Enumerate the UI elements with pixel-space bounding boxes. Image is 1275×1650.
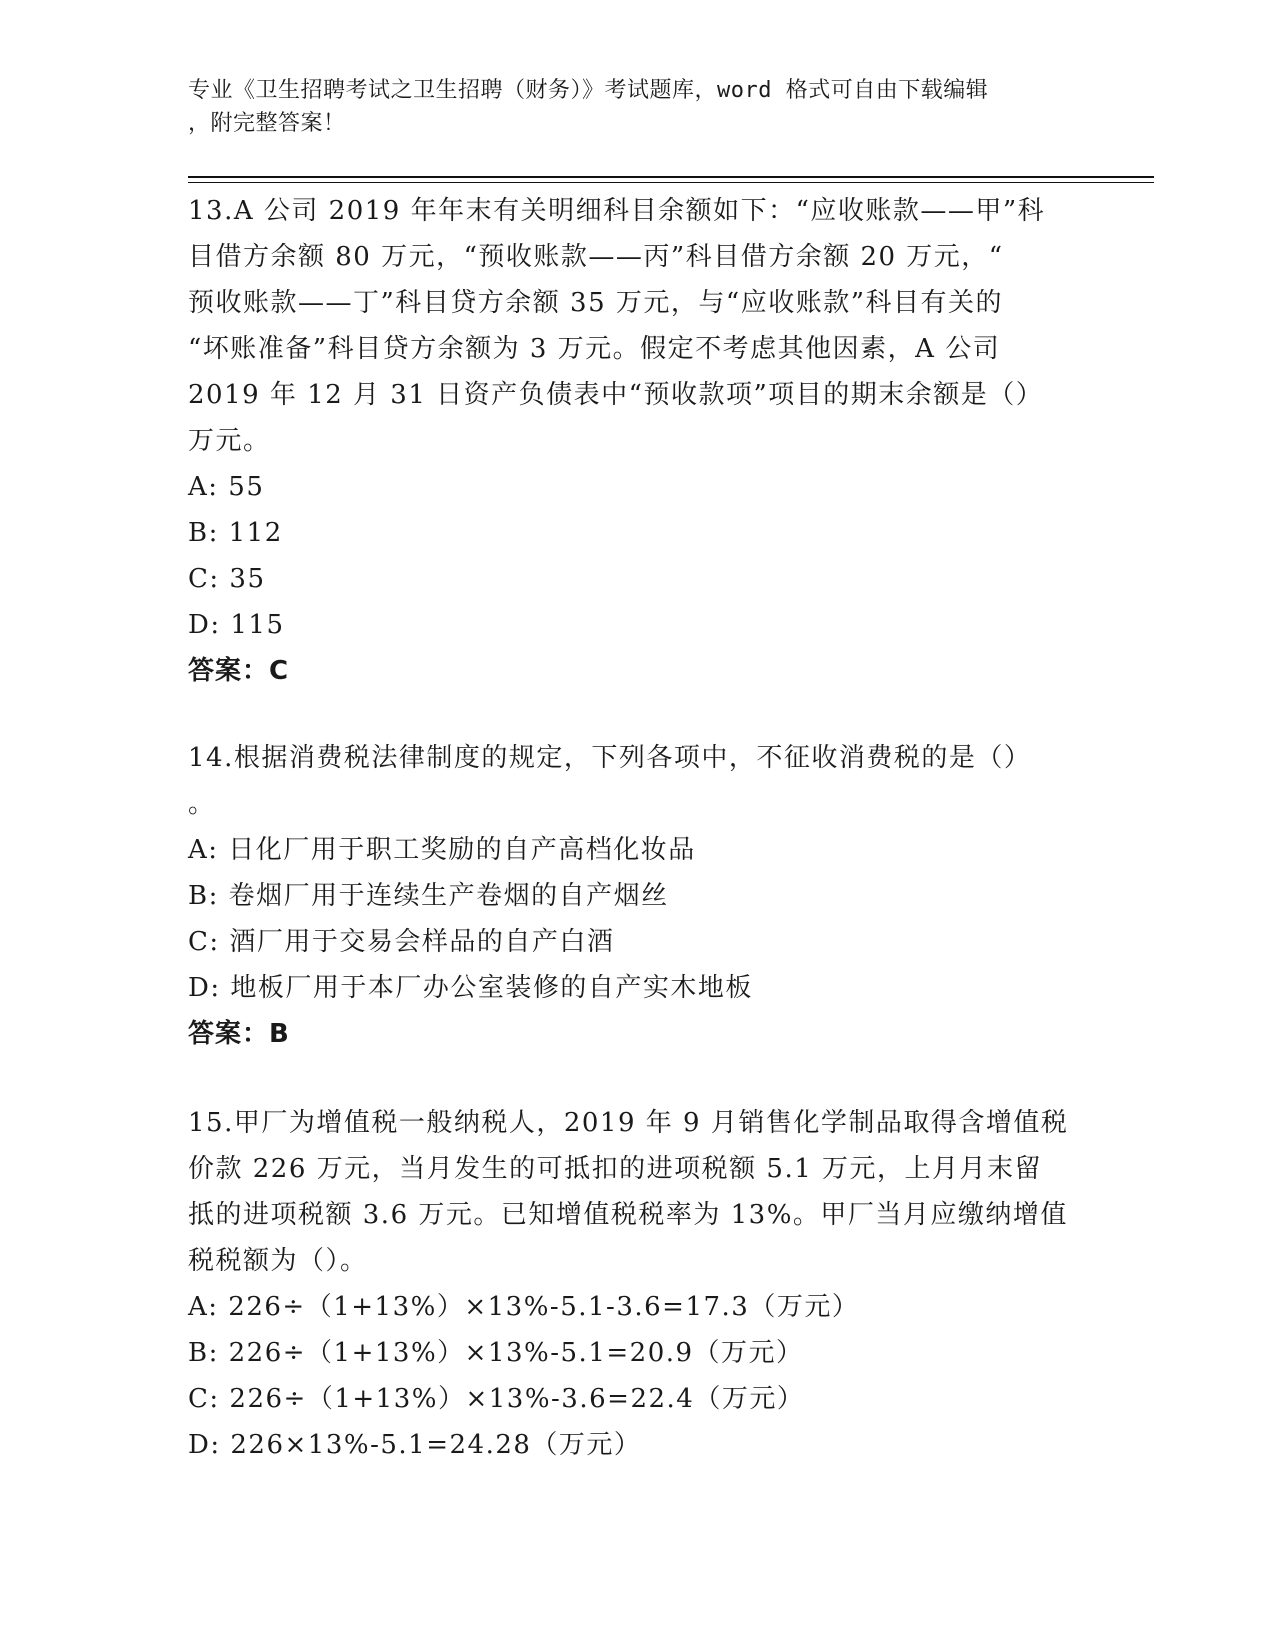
option-c: C: 酒厂用于交易会样品的自产白酒 — [188, 927, 615, 957]
question-text-line: 价款 226 万元，当月发生的可抵扣的进项税额 5.1 万元，上月月末留 — [188, 1154, 1043, 1184]
option-a: A: 226÷（1+13%）×13%-5.1-3.6=17.3（万元） — [188, 1292, 860, 1322]
option-b: B: 226÷（1+13%）×13%-5.1=20.9（万元） — [188, 1338, 804, 1368]
option-c: C: 226÷（1+13%）×13%-3.6=22.4（万元） — [188, 1384, 805, 1414]
answer-label: 答案：B — [188, 1019, 290, 1049]
question-text-line: 13.A 公司 2019 年年末有关明细科目余额如下：“应收账款——甲”科 — [188, 196, 1046, 226]
header-line: ，附完整答案！ — [188, 111, 346, 136]
option-a: A: 日化厂用于职工奖励的自产高档化妆品 — [188, 835, 696, 865]
question-text-line: 预收账款——丁”科目贷方余额 35 万元，与“应收账款”科目有关的 — [188, 288, 1003, 318]
question-text-line: 目借方余额 80 万元，“预收账款——丙”科目借方余额 20 万元，“ — [188, 242, 1004, 272]
option-d: D: 226×13%-5.1=24.28（万元） — [188, 1430, 642, 1460]
option-d: D: 115 — [188, 610, 285, 640]
option-a: A: 55 — [188, 472, 265, 502]
question-text-line: 。 — [188, 789, 216, 819]
answer-label: 答案：C — [188, 656, 290, 686]
header-divider-thick — [188, 176, 1154, 178]
header-line: 专业《卫生招聘考试之卫生招聘（财务）》考试题库，word 格式可自由下载编辑 — [188, 78, 989, 103]
question-13 — [188, 188, 1088, 694]
option-b: B: 卷烟厂用于连续生产卷烟的自产烟丝 — [188, 881, 669, 911]
question-15 — [188, 1100, 1088, 1468]
option-b: B: 112 — [188, 518, 283, 548]
question-text-line: 15.甲厂为增值税一般纳税人，2019 年 9 月销售化学制品取得含增值税 — [188, 1108, 1069, 1138]
question-14 — [188, 735, 1088, 1057]
question-text-line: “坏账准备”科目贷方余额为 3 万元。假定不考虑其他因素，A 公司 — [188, 334, 1001, 364]
document-header — [188, 74, 1088, 140]
question-text-line: 2019 年 12 月 31 日资产负债表中“预收款项”项目的期末余额是（） — [188, 380, 1044, 410]
option-d: D: 地板厂用于本厂办公室装修的自产实木地板 — [188, 973, 753, 1003]
option-c: C: 35 — [188, 564, 266, 594]
question-text-line: 万元。 — [188, 426, 271, 456]
question-text-line: 税税额为（）。 — [188, 1246, 368, 1276]
question-text-line: 抵的进项税额 3.6 万元。已知增值税税率为 13%。甲厂当月应缴纳增值 — [188, 1200, 1068, 1230]
question-text-line: 14.根据消费税法律制度的规定，下列各项中，不征收消费税的是（） — [188, 743, 1032, 773]
header-divider-thin — [188, 182, 1154, 183]
